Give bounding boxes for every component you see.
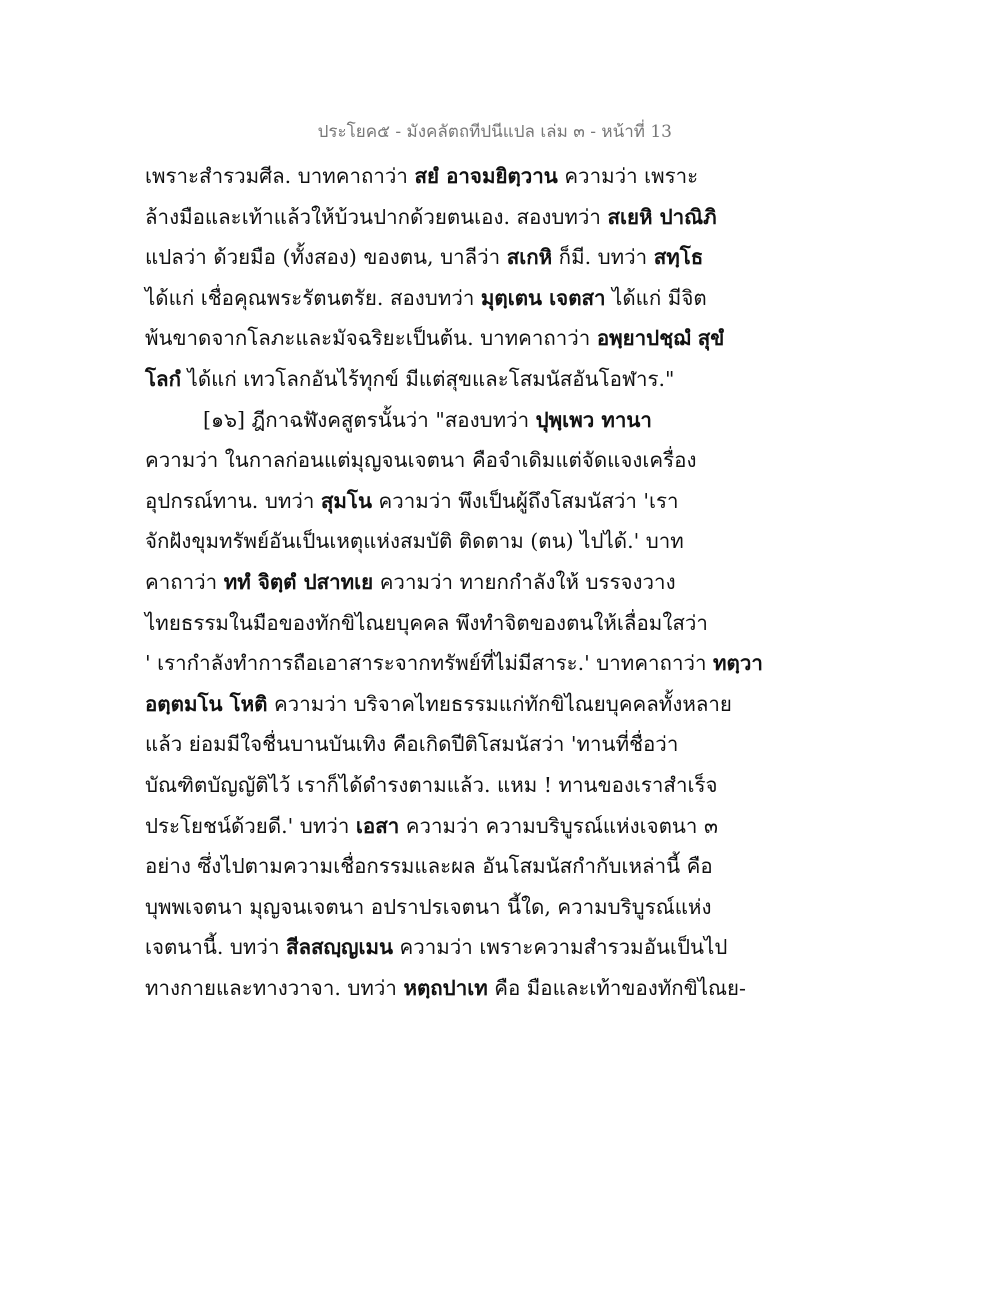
running-header: ประโยค๕ - มังคลัตถทีปนีแปล เล่ม ๓ - หน้าที่ 13 (317, 122, 672, 142)
text-line (145, 887, 712, 928)
text-line (145, 521, 685, 562)
text-segment: บุพพเจตนา มุญจนเจตนา อปราปรเจตนา นี้ใด, ความบริบูรณ์แห่ง (145, 894, 712, 919)
text-line (145, 359, 685, 400)
text-segment: คือ มือและเท้าของทักขิไณย- (487, 975, 746, 1000)
text-line (145, 968, 746, 1009)
text-line (145, 765, 718, 806)
body-text (145, 156, 763, 1008)
text-segment: พ้นขาดจากโลภะและมัจฉริยะเป็นต้น. บาทคาถาว่า (145, 326, 597, 351)
bold-term: ทตฺวา (713, 651, 763, 676)
text-segment: ได้แก่ เทวโลกอันไร้ทุกข์ มีแต่สุขและโสมนัสอันโอฬาร." (181, 366, 675, 391)
text-line (145, 562, 685, 603)
text-segment: ความว่า พึงเป็นผู้ถึงโสมนัสว่า 'เรา (371, 488, 679, 513)
text-segment: จักฝังขุมทรัพย์อันเป็นเหตุแห่งสมบัติ ติดตาม (ตน) ไปได้.' บาท (145, 529, 684, 554)
text-line (145, 806, 718, 847)
bold-term: สีลสญฺญเมน (285, 935, 394, 960)
bold-term: สุมโน (320, 488, 372, 513)
text-segment: อุปกรณ์ทาน. บทว่า (145, 488, 321, 513)
text-segment: ความว่า ในกาลก่อนแต่มุญจนเจตนา คือจำเดิมแต่จัดแจงเครื่อง (145, 448, 697, 473)
text-segment: ล้างมือและเท้าแล้วให้บ้วนปากด้วยตนเอง. สองบทว่า (145, 204, 608, 229)
text-line (145, 684, 732, 725)
text-segment: อย่าง ซึ่งไปตามความเชื่อกรรมและผล อันโสมนัสกำกับเหล่านี้ คือ (145, 854, 713, 879)
paragraph-start-line (145, 400, 685, 441)
text-segment: ' เรากำลังทำการถือเอาสาระจากทรัพย์ที่ไม่มีสาระ.' บาทคาถาว่า (145, 651, 714, 676)
text-line (145, 643, 763, 684)
text-line (145, 156, 699, 197)
bold-term: อพฺยาปชฺฌํ สุขํ (596, 326, 725, 351)
text-segment: ไทยธรรมในมือของทักขิไณยบุคคล พึงทำจิตของตนให้เลื่อมใสว่า (145, 610, 708, 635)
text-line (145, 237, 704, 278)
text-segment: ก็มี. บทว่า (552, 245, 654, 270)
bold-term: โลกํ (145, 366, 181, 391)
text-segment: แปลว่า ด้วยมือ (ทั้งสอง) ของตน, บาลีว่า (145, 245, 507, 270)
text-segment: ความว่า เพราะความสำรวมอันเป็นไป (393, 935, 728, 960)
text-segment: ได้แก่ เชื่อคุณพระรัตนตรัย. สองบทว่า (145, 285, 481, 310)
text-line (145, 440, 697, 481)
bold-term: ปุพฺเพว ทานา (535, 407, 652, 432)
bold-term: มุตฺเตน เจตสา (480, 285, 606, 310)
text-line (145, 927, 728, 968)
text-line (145, 197, 717, 238)
bold-term: สทฺโธ (653, 245, 704, 270)
bold-term: อตฺตมโน โหติ (145, 691, 268, 716)
bold-term: หตฺถปาเท (403, 975, 488, 1000)
text-line (145, 724, 685, 765)
text-segment: ความว่า ความบริบูรณ์แห่งเจตนา ๓ (399, 813, 718, 838)
text-segment: ความว่า ทายกกำลังให้ บรรจงวาง (373, 569, 676, 594)
bold-term: ททํ จิตฺตํ ปสาทเย (223, 569, 374, 594)
text-line (145, 603, 708, 644)
text-segment: บัณฑิตบัญญัติไว้ เราก็ได้ดำรงตามแล้ว. แหม ! ทานของเราสำเร็จ (145, 772, 718, 797)
text-line (145, 278, 707, 319)
text-segment: แล้ว ย่อมมีใจชื่นบานบันเทิง คือเกิดปีติโสมนัสว่า 'ทานที่ชื่อว่า (145, 732, 679, 757)
text-segment: เพราะสำรวมศีล. บาทคาถาว่า (145, 164, 415, 188)
bold-term: เอสา (355, 813, 400, 838)
bold-term: สเยหิ ปาณิภิ (607, 204, 717, 229)
text-segment: ความว่า เพราะ (557, 164, 699, 188)
text-segment: คาถาว่า (145, 569, 224, 594)
text-line (145, 846, 713, 887)
text-line (145, 318, 725, 359)
text-segment: ได้แก่ มีจิต (605, 285, 707, 310)
text-segment: ความว่า บริจาคไทยธรรมแก่ทักขิไณยบุคคลทั้งหลาย (267, 691, 732, 716)
text-line (145, 481, 685, 522)
text-segment: [๑๖] ฎีกาฉฬังคสูตรนั้นว่า "สองบทว่า (203, 407, 536, 432)
bold-term: สเกหิ (506, 245, 553, 270)
text-segment: ประโยชน์ด้วยดี.' บทว่า (145, 813, 356, 838)
text-segment: เจตนานี้. บทว่า (145, 935, 286, 960)
bold-term: สยํ อาจมยิตฺวาน (414, 164, 558, 188)
text-segment: ทางกายและทางวาจา. บทว่า (145, 975, 404, 1000)
